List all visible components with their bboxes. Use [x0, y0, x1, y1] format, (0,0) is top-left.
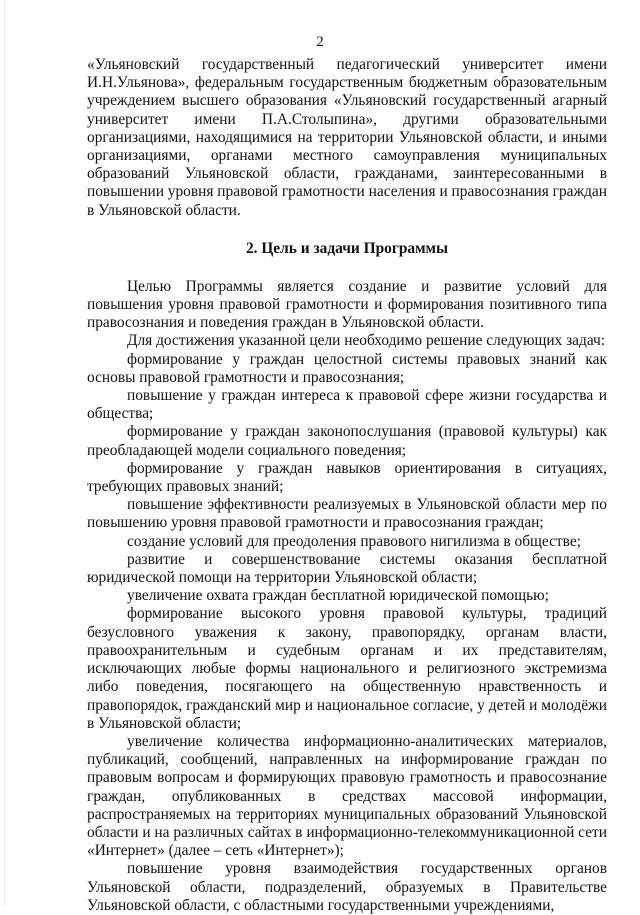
task-item: создание условий для преодоления правового нигилизма в обществе; [127, 532, 581, 550]
task-item: формирование у граждан целостной системы правовых знаний как основы правовой грамотности и правосознания; [87, 350, 607, 386]
goal-paragraph: Целью Программы является создание и развитие условий для повышения уровня правовой грамотности и формирования позитивного типа правосознания и поведения граждан в Ульяновской области. [87, 277, 607, 332]
task-item: увеличение охвата граждан бесплатной юридической помощью; [127, 587, 549, 605]
page-number: 2 [316, 34, 324, 50]
task-item: формирование у граждан законопослушания (правовой культуры) как преобладающей модели социального поведения; [87, 423, 607, 459]
intro-paragraph: «Ульяновский государственный педагогический университет имени И.Н.Ульянова», федеральным государственным бюджетным образовательным учреждением высшего образования «Ульяновский государственный агарный университет имени П.А.Столыпина», другими образовательными организациями, находящимися на территории Ульяновской области, и иными организациями, органами местного самоуправления муниципальных образований Ульяновской области, гражданами, заинтересованными в повышении уровня правовой грамотности населения и правосознания граждан в Ульяновской области. [87, 56, 607, 219]
task-item: формирование высокого уровня правовой культуры, традиций безусловного уважения к закону, правопорядку, органам власти, правоохранительным и судебным органам и их представителям, исключающих любые формы национального и религиозного экстремизма либо поведения, посягающего на общественную нравственность и правопорядок, гражданский мир и национальное согласие, у детей и молодёжи в Ульяновской области; [87, 605, 607, 732]
task-item: формирование у граждан навыков ориентирования в ситуациях, требующих правовых знаний; [87, 459, 607, 496]
task-item: повышение у граждан интереса к правовой сфере жизни государства и общества; [87, 387, 607, 423]
task-item: повышение эффективности реализуемых в Ульяновской области мер по повышению уровня правовой грамотности и правосознания граждан; [87, 496, 607, 532]
task-item: развитие и совершенствование системы оказания бесплатной юридической помощи на территории Ульяновской области; [87, 550, 607, 587]
scan-edge-marks [4, 0, 9, 905]
task-item: увеличение количества информационно-аналитических материалов, публикаций, сообщений, направленных на информирование граждан по правовым вопросам и формирующих правовую грамотность и правосознание граждан, опубликованных в средствах массовой информации, распространяемых на территориях муниципальных образований Ульяновской области и на различных сайтах в информационно-телекоммуникационной сети «Интернет» (далее – сеть «Интернет»); [87, 732, 607, 860]
document-body [87, 56, 607, 915]
task-item: повышение уровня взаимодействия государственных органов Ульяновской области, подразделений, образуемых в Правительстве Ульяновской области, с областными государственными учреждениями, [87, 860, 607, 914]
section-heading: 2. Цель и задачи Программы [245, 239, 449, 257]
tasks-intro-paragraph: Для достижения указанной цели необходимо решение следующих задач: [127, 332, 606, 350]
